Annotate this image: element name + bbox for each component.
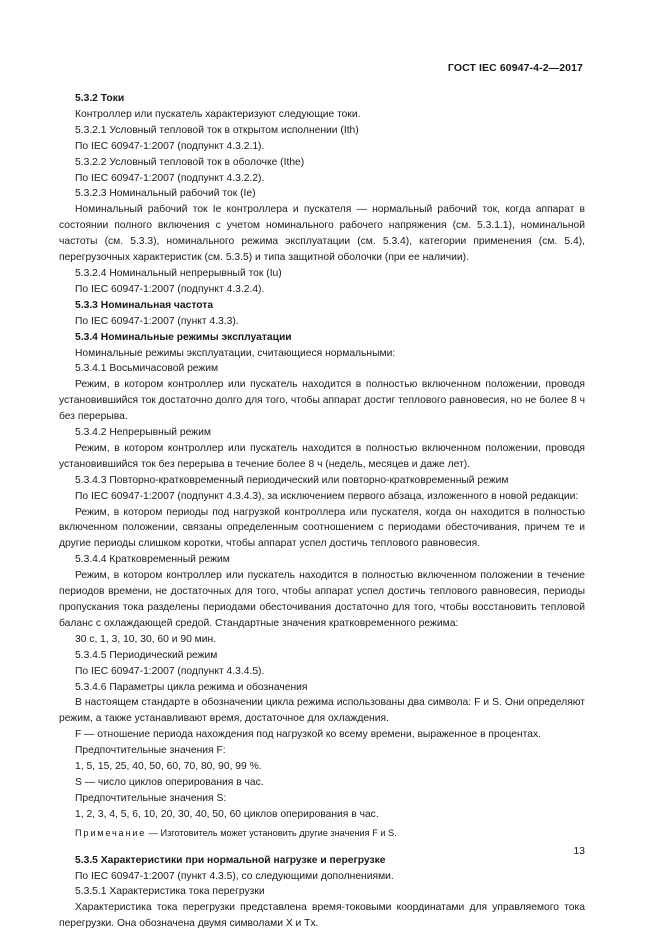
- paragraph: По IEC 60947-1:2007 (пункт 4.3.5), со следующими дополнениями.: [75, 870, 394, 882]
- paragraph: 5.3.5 Характеристики при нормальной нагрузке и перегрузке: [75, 854, 386, 866]
- paragraph: 1, 2, 3, 4, 5, 6, 10, 20, 30, 40, 50, 60 циклов оперирования в час.: [75, 808, 379, 820]
- paragraph: 5.3.4.2 Непрерывный режим: [75, 427, 211, 439]
- paragraph: 5.3.3 Номинальная частота: [75, 299, 214, 311]
- page-number: 13: [573, 845, 585, 857]
- paragraph: 5.3.5.1 Характеристика тока перегрузки: [75, 886, 265, 898]
- paragraph: Контроллер или пускатель характеризуют следующие токи.: [75, 108, 361, 120]
- paragraph: Режим, в котором периоды под нагрузкой контроллера или пускателя, когда он находится в полностью включенном положении, связаны определенным соотношением с периодами обесточивания, причем те и другие периоды слишком коротки, чтобы аппарат успел достичь теплового равновесия.: [59, 506, 585, 550]
- paragraph: 5.3.4.1 Восьмичасовой режим: [75, 363, 219, 375]
- text-block-main: [59, 91, 585, 823]
- paragraph: По IEC 60947-1:2007 (подпункт 4.3.2.2).: [75, 172, 265, 184]
- paragraph: 30 с, 1, 3, 10, 30, 60 и 90 мин.: [75, 633, 217, 645]
- note-text: — Изготовитель может установить другие значения F и S.: [146, 827, 397, 838]
- paragraph: F — отношение периода нахождения под нагрузкой ко всему времени, выраженное в процентах.: [75, 729, 541, 741]
- text-block-section-535: [59, 853, 585, 933]
- paragraph: По IEC 60947-1:2007 (подпункт 4.3.4.5).: [75, 665, 265, 677]
- note-label: Примечание: [75, 827, 147, 838]
- paragraph: 5.3.4 Номинальные режимы эксплуатации: [75, 331, 292, 343]
- paragraph: 5.3.4.4 Кратковременный режим: [75, 554, 230, 566]
- paragraph: Характеристика тока перегрузки представлена время-токовыми координатами для управляемого тока перегрузки. Она обозначена двумя символами X и Tx.: [59, 902, 585, 930]
- paragraph: По IEC 60947-1:2007 (подпункт 4.3.4.3), за исключением первого абзаца, изложенного в новой редакции:: [75, 490, 579, 502]
- paragraph: S — число циклов оперирования в час.: [75, 776, 264, 788]
- paragraph: Режим, в котором контроллер или пускатель находится в полностью включенном положении в течение периодов времени, не достаточных для того, чтобы аппарат успел достичь теплового равновесия, периоды пропускания тока разделены периодами обесточивания достаточно для того, чтобы восстановить тепловой баланс с охлаждающей средой. Стандартные значения кратковременного режима:: [59, 570, 585, 629]
- paragraph: 5.3.2.4 Номинальный непрерывный ток (Iu): [75, 267, 282, 279]
- document-header: ГОСТ IEC 60947-4-2—2017: [447, 62, 583, 74]
- paragraph: По IEC 60947-1:2007 (подпункт 4.3.2.4).: [75, 283, 265, 295]
- paragraph: Режим, в котором контроллер или пускатель находится в полностью включенном положении, проводя установившийся ток без перерыва в течение более 8 ч (недель, месяцев и даже лет).: [59, 442, 585, 470]
- paragraph: Предпочтительные значения F:: [75, 745, 226, 757]
- paragraph: 5.3.4.3 Повторно-кратковременный периодический или повторно-кратковременный режим: [75, 474, 509, 486]
- paragraph: 5.3.4.5 Периодический режим: [75, 649, 218, 661]
- paragraph: По IEC 60947-1:2007 (подпункт 4.3.2.1).: [75, 140, 265, 152]
- paragraph: В настоящем стандарте в обозначении цикла режима использованы два символа: F и S. Они определяют режим, а также устанавливают время, достаточное для охлаждения.: [59, 697, 585, 725]
- paragraph: 5.3.4.6 Параметры цикла режима и обозначения: [75, 681, 308, 693]
- paragraph: Предпочтительные значения S:: [75, 792, 227, 804]
- paragraph: 5.3.2 Токи: [75, 93, 125, 104]
- paragraph: Номинальные режимы эксплуатации, считающиеся нормальными:: [75, 347, 396, 359]
- paragraph: 5.3.2.2 Условный тепловой ток в оболочке (Ithe): [75, 156, 305, 168]
- paragraph: По IEC 60947-1:2007 (пункт 4.3.3).: [75, 315, 239, 327]
- paragraph: Номинальный рабочий ток Ie контроллера и пускателя — нормальный рабочий ток, когда аппарат в состоянии полного включения с учетом номинального рабочего напряжения (см. 5.3.1.1), номинальной частоты (см. 5.3.3), номинального режима эксплуатации (см. 5.3.4), категории применения (см. 5.4), перегрузочных характеристик (см. 5.3.5) и типа защитной оболочки (при ее наличии).: [59, 204, 585, 264]
- paragraph: 5.3.2.3 Номинальный рабочий ток (Ie): [75, 188, 256, 200]
- paragraph: 5.3.2.1 Условный тепловой ток в открытом исполнении (Ith): [75, 124, 359, 136]
- note: [59, 826, 585, 842]
- paragraph: Режим, в котором контроллер или пускатель находится в полностью включенном положении, проводя установившийся ток достаточно долго для того, чтобы аппарат достиг теплового равновесия, но не более 8 ч без перерыва.: [59, 379, 585, 423]
- paragraph: 1, 5, 15, 25, 40, 50, 60, 70, 80, 90, 99 %.: [75, 761, 262, 773]
- document-body: [59, 91, 585, 932]
